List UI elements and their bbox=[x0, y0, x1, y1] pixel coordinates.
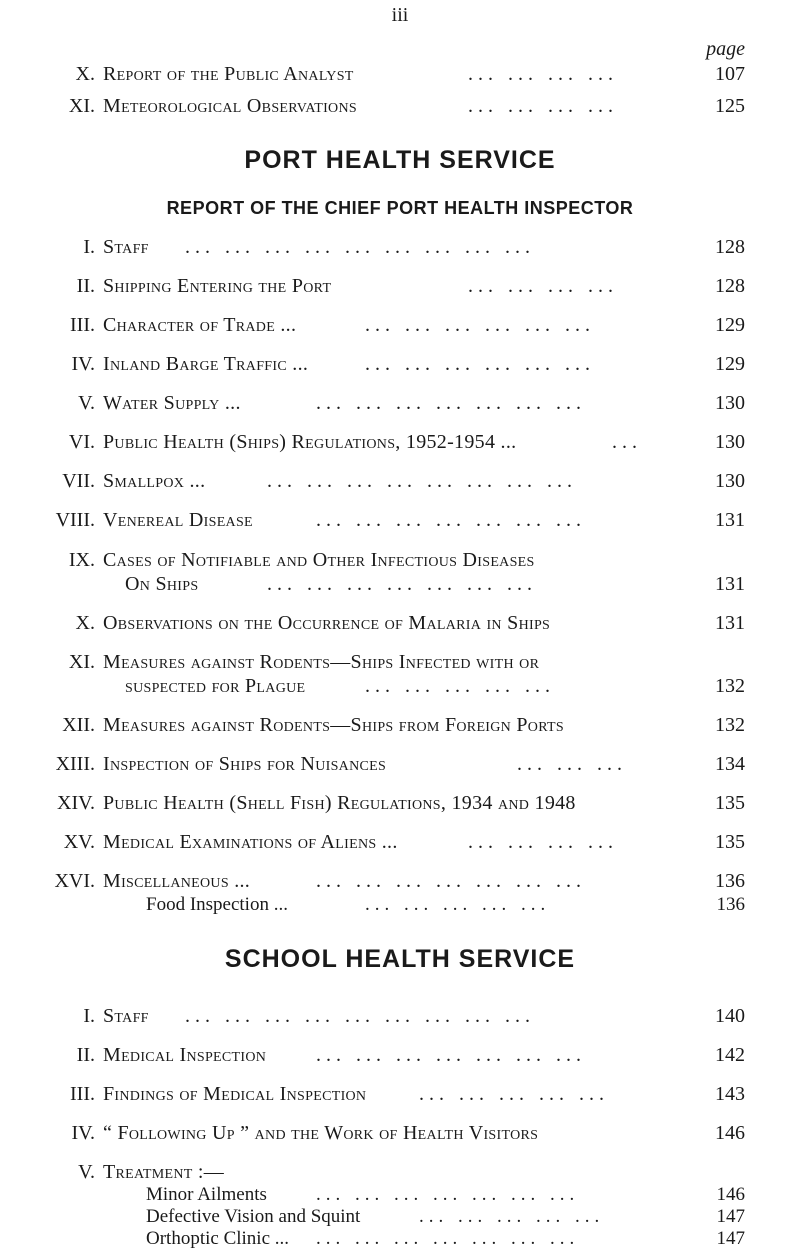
entry-number: VI. bbox=[68, 431, 95, 453]
subentry-page: 147 bbox=[716, 1206, 745, 1227]
entry-page: 130 bbox=[715, 470, 745, 492]
entry-title: Measures against Rodents—Ships Infected with or bbox=[103, 651, 540, 673]
entry-page: 107 bbox=[715, 63, 745, 85]
entry-page: 146 bbox=[715, 1122, 745, 1144]
entry-number: VIII. bbox=[55, 509, 95, 531]
entry-page: 129 bbox=[715, 353, 745, 375]
entry-title: Findings of Medical Inspection bbox=[103, 1083, 367, 1105]
subentry-page: 146 bbox=[716, 1184, 745, 1205]
subentry-title: Orthoptic Clinic ... bbox=[146, 1228, 290, 1249]
entry-leader-dots: ... ... ... ... ... bbox=[419, 1083, 609, 1105]
section-heading-school: SCHOOL HEALTH SERVICE bbox=[224, 945, 576, 973]
subentry-leader-dots: ... ... ... ... ... ... ... bbox=[316, 1184, 580, 1205]
toc-entry bbox=[0, 650, 800, 698]
entry-title: Character of Trade ... bbox=[103, 314, 297, 336]
entry-number: III. bbox=[70, 314, 95, 336]
subentry-leader-dots: ... ... ... ... ... ... ... bbox=[316, 1228, 580, 1249]
entry-title: Public Health (Ships) Regulations, 1952-1954 ... bbox=[103, 431, 517, 453]
entry-number: IV. bbox=[71, 1122, 95, 1144]
entry-leader-dots: ... ... ... ... ... ... ... ... ... bbox=[185, 1005, 535, 1027]
entry-page: 142 bbox=[715, 1044, 745, 1066]
entry-page: 132 bbox=[715, 675, 745, 697]
entry-leader-dots: ... ... ... ... ... ... ... ... bbox=[267, 470, 577, 492]
entry-title: Inspection of Ships for Nuisances bbox=[103, 753, 387, 775]
entry-title-continued: suspected for Plague bbox=[125, 675, 306, 697]
entry-page: 134 bbox=[715, 753, 745, 775]
entry-number: IV. bbox=[71, 353, 95, 375]
entry-leader-dots: ... ... ... ... ... ... ... bbox=[316, 392, 586, 414]
subentry-title: Defective Vision and Squint bbox=[146, 1206, 361, 1227]
entry-number: XIV. bbox=[57, 792, 95, 814]
entry-leader-dots: ... ... ... ... ... ... bbox=[365, 353, 595, 375]
entry-number: IX. bbox=[68, 549, 95, 571]
entry-title: Observations on the Occurrence of Malaria in Ships bbox=[103, 612, 551, 634]
entry-leader-dots: ... ... ... ... bbox=[468, 831, 618, 853]
entry-title: Staff bbox=[103, 236, 149, 258]
entry-title: Staff bbox=[103, 1005, 149, 1027]
entry-number: V. bbox=[78, 392, 95, 414]
entry-page: 136 bbox=[715, 870, 745, 892]
entry-title: Smallpox ... bbox=[103, 470, 206, 492]
entry-number: VII. bbox=[62, 470, 95, 492]
entry-leader-dots: ... ... ... ... ... ... ... bbox=[267, 573, 537, 595]
entry-number: III. bbox=[70, 1083, 95, 1105]
entry-leader-dots: ... ... ... ... ... ... bbox=[365, 314, 595, 336]
entry-title: Shipping Entering the Port bbox=[103, 275, 332, 297]
entry-page: 130 bbox=[715, 431, 745, 453]
entry-title: Medical Inspection bbox=[103, 1044, 267, 1066]
entry-page: 131 bbox=[715, 573, 745, 595]
toc-entry bbox=[0, 548, 800, 596]
entry-leader-dots: ... ... ... ... ... bbox=[365, 675, 555, 697]
entry-page: 140 bbox=[715, 1005, 745, 1027]
entry-number: II. bbox=[76, 1044, 95, 1066]
entry-title-continued: On Ships bbox=[125, 573, 199, 595]
entry-title: Miscellaneous ... bbox=[103, 870, 251, 892]
entry-number: XI. bbox=[68, 95, 95, 117]
subentry-leader-dots: ... ... ... ... ... bbox=[365, 894, 551, 915]
subentry-title: Minor Ailments bbox=[146, 1184, 267, 1205]
entry-page: 128 bbox=[715, 275, 745, 297]
entry-number: XIII. bbox=[55, 753, 95, 775]
entry-title: Report of the Public Analyst bbox=[103, 63, 354, 85]
subentry-title: Food Inspection ... bbox=[146, 894, 288, 915]
subentry-leader-dots: ... ... ... ... ... bbox=[419, 1206, 605, 1227]
entry-number: XI. bbox=[68, 651, 95, 673]
entry-title: Cases of Notifiable and Other Infectious Diseases bbox=[103, 549, 535, 571]
entry-leader-dots: ... bbox=[612, 431, 642, 453]
page-column-label: page bbox=[706, 38, 745, 60]
entry-leader-dots: ... ... ... ... bbox=[468, 63, 618, 85]
section-subheading-port: REPORT OF THE CHIEF PORT HEALTH INSPECTOR bbox=[166, 198, 634, 218]
entry-number: V. bbox=[78, 1161, 95, 1183]
entry-number: XV. bbox=[63, 831, 95, 853]
entry-title: Treatment :— bbox=[103, 1161, 225, 1183]
entry-page: 135 bbox=[715, 831, 745, 853]
entry-page: 130 bbox=[715, 392, 745, 414]
entry-page: 131 bbox=[715, 509, 745, 531]
entry-page: 135 bbox=[715, 792, 745, 814]
entry-page: 128 bbox=[715, 236, 745, 258]
page-number: iii bbox=[391, 4, 409, 26]
entry-title: Water Supply ... bbox=[103, 392, 241, 414]
entry-leader-dots: ... ... ... ... ... ... ... ... ... bbox=[185, 236, 535, 258]
section-heading-port: PORT HEALTH SERVICE bbox=[244, 146, 556, 174]
entry-leader-dots: ... ... ... ... ... ... ... bbox=[316, 509, 586, 531]
entry-title: Venereal Disease bbox=[103, 509, 253, 531]
entry-number: XII. bbox=[62, 714, 95, 736]
entry-leader-dots: ... ... ... ... bbox=[468, 275, 618, 297]
entry-page: 125 bbox=[715, 95, 745, 117]
entry-number: I. bbox=[83, 236, 95, 258]
entry-title: Measures against Rodents—Ships from Foreign Ports bbox=[103, 714, 564, 736]
entry-leader-dots: ... ... ... bbox=[517, 753, 627, 775]
entry-title: Public Health (Shell Fish) Regulations, 1934 and 1948 bbox=[103, 792, 576, 814]
entry-page: 129 bbox=[715, 314, 745, 336]
entry-page: 143 bbox=[715, 1083, 745, 1105]
subentry-page: 136 bbox=[716, 894, 745, 915]
entry-number: X. bbox=[75, 63, 95, 85]
entry-title: Medical Examinations of Aliens ... bbox=[103, 831, 398, 853]
entry-number: I. bbox=[83, 1005, 95, 1027]
entry-leader-dots: ... ... ... ... ... ... ... bbox=[316, 870, 586, 892]
entry-number: XVI. bbox=[54, 870, 95, 892]
entry-page: 131 bbox=[715, 612, 745, 634]
entry-number: X. bbox=[75, 612, 95, 634]
entry-leader-dots: ... ... ... ... ... ... ... bbox=[316, 1044, 586, 1066]
entry-number: II. bbox=[76, 275, 95, 297]
subentry-page: 147 bbox=[716, 1228, 745, 1249]
entry-title: “ Following Up ” and the Work of Health Visitors bbox=[103, 1122, 539, 1144]
entry-title: Inland Barge Traffic ... bbox=[103, 353, 309, 375]
entry-title: Meteorological Observations bbox=[103, 95, 357, 117]
entry-leader-dots: ... ... ... ... bbox=[468, 95, 618, 117]
entry-page: 132 bbox=[715, 714, 745, 736]
